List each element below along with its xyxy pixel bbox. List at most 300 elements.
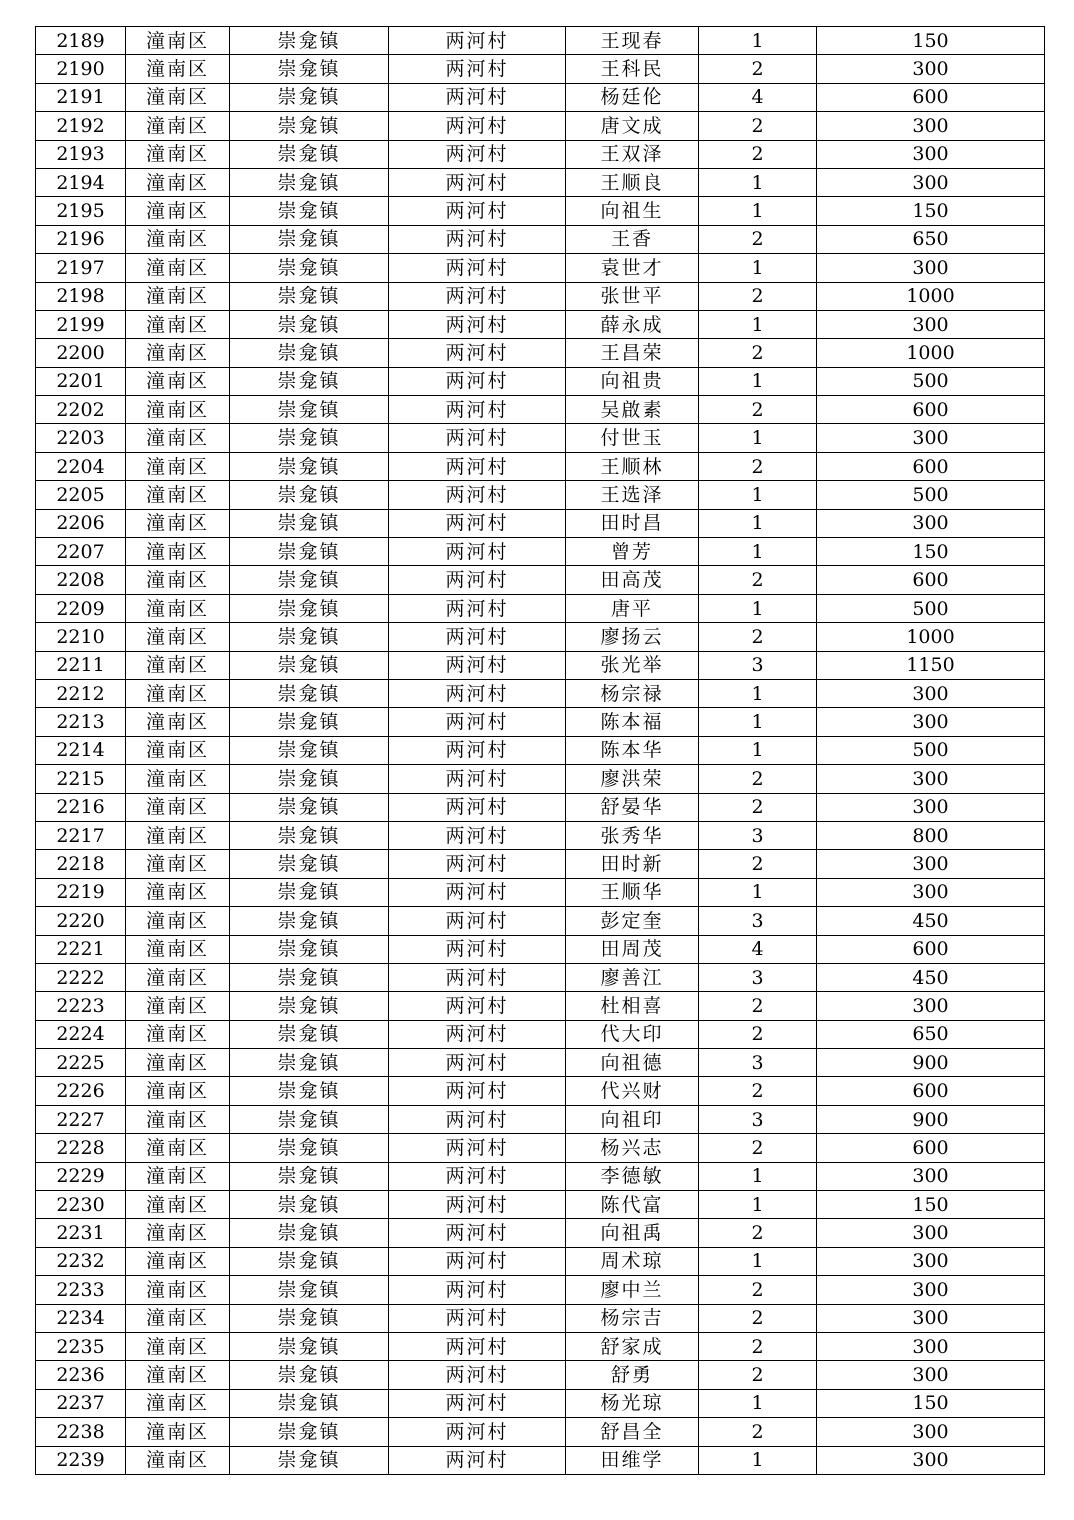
household-count-cell: 2 [699, 396, 817, 424]
household-count-cell: 2 [699, 112, 817, 140]
name-cell: 廖扬云 [566, 623, 699, 651]
town-cell: 崇龛镇 [230, 83, 389, 111]
name-cell: 田时昌 [566, 509, 699, 537]
village-cell: 两河村 [389, 992, 566, 1020]
village-cell: 两河村 [389, 1247, 566, 1275]
household-count-cell: 1 [699, 1162, 817, 1190]
name-cell: 王双泽 [566, 140, 699, 168]
town-cell: 崇龛镇 [230, 339, 389, 367]
row-number-cell: 2203 [36, 424, 126, 452]
household-count-cell: 1 [699, 708, 817, 736]
town-cell: 崇龛镇 [230, 1162, 389, 1190]
row-number-cell: 2207 [36, 538, 126, 566]
name-cell: 陈本华 [566, 736, 699, 764]
village-cell: 两河村 [389, 850, 566, 878]
town-cell: 崇龛镇 [230, 935, 389, 963]
village-cell: 两河村 [389, 83, 566, 111]
table-row [36, 282, 1045, 310]
town-cell: 崇龛镇 [230, 1077, 389, 1105]
town-cell: 崇龛镇 [230, 566, 389, 594]
table-row [36, 679, 1045, 707]
village-cell: 两河村 [389, 452, 566, 480]
town-cell: 崇龛镇 [230, 708, 389, 736]
row-number-cell: 2218 [36, 850, 126, 878]
district-cell: 潼南区 [126, 424, 230, 452]
row-number-cell: 2215 [36, 765, 126, 793]
amount-cell: 600 [817, 566, 1045, 594]
row-number-cell: 2238 [36, 1418, 126, 1446]
amount-cell: 150 [817, 538, 1045, 566]
table-row [36, 538, 1045, 566]
row-number-cell: 2233 [36, 1276, 126, 1304]
district-cell: 潼南区 [126, 679, 230, 707]
amount-cell: 300 [817, 1247, 1045, 1275]
household-count-cell: 1 [699, 424, 817, 452]
village-cell: 两河村 [389, 27, 566, 55]
table-row [36, 310, 1045, 338]
village-cell: 两河村 [389, 367, 566, 395]
district-cell: 潼南区 [126, 736, 230, 764]
district-cell: 潼南区 [126, 566, 230, 594]
table-row [36, 1049, 1045, 1077]
name-cell: 舒晏华 [566, 793, 699, 821]
district-cell: 潼南区 [126, 1361, 230, 1389]
district-cell: 潼南区 [126, 1162, 230, 1190]
table-row [36, 992, 1045, 1020]
town-cell: 崇龛镇 [230, 55, 389, 83]
name-cell: 代大印 [566, 1020, 699, 1048]
amount-cell: 300 [817, 1332, 1045, 1360]
name-cell: 张光举 [566, 651, 699, 679]
name-cell: 杜相喜 [566, 992, 699, 1020]
row-number-cell: 2210 [36, 623, 126, 651]
amount-cell: 650 [817, 1020, 1045, 1048]
village-cell: 两河村 [389, 736, 566, 764]
town-cell: 崇龛镇 [230, 1219, 389, 1247]
row-number-cell: 2225 [36, 1049, 126, 1077]
name-cell: 田维学 [566, 1446, 699, 1474]
town-cell: 崇龛镇 [230, 197, 389, 225]
name-cell: 王现春 [566, 27, 699, 55]
district-cell: 潼南区 [126, 1304, 230, 1332]
amount-cell: 600 [817, 396, 1045, 424]
village-cell: 两河村 [389, 1219, 566, 1247]
row-number-cell: 2206 [36, 509, 126, 537]
town-cell: 崇龛镇 [230, 481, 389, 509]
amount-cell: 300 [817, 1446, 1045, 1474]
town-cell: 崇龛镇 [230, 1446, 389, 1474]
district-cell: 潼南区 [126, 878, 230, 906]
household-count-cell: 2 [699, 339, 817, 367]
name-cell: 田高茂 [566, 566, 699, 594]
table-row [36, 594, 1045, 622]
district-cell: 潼南区 [126, 1020, 230, 1048]
household-count-cell: 2 [699, 225, 817, 253]
table-row [36, 821, 1045, 849]
name-cell: 王科民 [566, 55, 699, 83]
row-number-cell: 2227 [36, 1105, 126, 1133]
table-row [36, 878, 1045, 906]
household-count-cell: 2 [699, 452, 817, 480]
district-cell: 潼南区 [126, 1389, 230, 1417]
household-count-cell: 1 [699, 27, 817, 55]
town-cell: 崇龛镇 [230, 594, 389, 622]
row-number-cell: 2191 [36, 83, 126, 111]
district-cell: 潼南区 [126, 140, 230, 168]
row-number-cell: 2190 [36, 55, 126, 83]
district-cell: 潼南区 [126, 452, 230, 480]
name-cell: 王昌荣 [566, 339, 699, 367]
district-cell: 潼南区 [126, 1418, 230, 1446]
table-row [36, 452, 1045, 480]
row-number-cell: 2192 [36, 112, 126, 140]
row-number-cell: 2213 [36, 708, 126, 736]
amount-cell: 300 [817, 55, 1045, 83]
household-count-cell: 2 [699, 1304, 817, 1332]
row-number-cell: 2209 [36, 594, 126, 622]
household-count-cell: 2 [699, 282, 817, 310]
town-cell: 崇龛镇 [230, 765, 389, 793]
amount-cell: 1150 [817, 651, 1045, 679]
name-cell: 唐平 [566, 594, 699, 622]
village-cell: 两河村 [389, 1049, 566, 1077]
household-count-cell: 1 [699, 1247, 817, 1275]
name-cell: 吴啟素 [566, 396, 699, 424]
district-cell: 潼南区 [126, 793, 230, 821]
household-count-cell: 1 [699, 736, 817, 764]
amount-cell: 600 [817, 1134, 1045, 1162]
town-cell: 崇龛镇 [230, 1418, 389, 1446]
district-cell: 潼南区 [126, 1219, 230, 1247]
district-cell: 潼南区 [126, 1049, 230, 1077]
name-cell: 陈代富 [566, 1191, 699, 1219]
name-cell: 向祖印 [566, 1105, 699, 1133]
district-cell: 潼南区 [126, 1105, 230, 1133]
name-cell: 唐文成 [566, 112, 699, 140]
district-cell: 潼南区 [126, 396, 230, 424]
name-cell: 王顺林 [566, 452, 699, 480]
village-cell: 两河村 [389, 1418, 566, 1446]
village-cell: 两河村 [389, 623, 566, 651]
district-cell: 潼南区 [126, 55, 230, 83]
household-count-cell: 1 [699, 509, 817, 537]
town-cell: 崇龛镇 [230, 679, 389, 707]
row-number-cell: 2194 [36, 168, 126, 196]
household-count-cell: 3 [699, 651, 817, 679]
table-row [36, 935, 1045, 963]
name-cell: 王香 [566, 225, 699, 253]
row-number-cell: 2217 [36, 821, 126, 849]
town-cell: 崇龛镇 [230, 140, 389, 168]
town-cell: 崇龛镇 [230, 821, 389, 849]
amount-cell: 300 [817, 793, 1045, 821]
village-cell: 两河村 [389, 424, 566, 452]
name-cell: 杨宗禄 [566, 679, 699, 707]
amount-cell: 300 [817, 992, 1045, 1020]
row-number-cell: 2189 [36, 27, 126, 55]
row-number-cell: 2239 [36, 1446, 126, 1474]
row-number-cell: 2228 [36, 1134, 126, 1162]
village-cell: 两河村 [389, 538, 566, 566]
amount-cell: 300 [817, 1276, 1045, 1304]
name-cell: 张世平 [566, 282, 699, 310]
table-row [36, 197, 1045, 225]
table-row [36, 1361, 1045, 1389]
table-row [36, 112, 1045, 140]
table-row [36, 1446, 1045, 1474]
household-count-cell: 2 [699, 850, 817, 878]
row-number-cell: 2199 [36, 310, 126, 338]
town-cell: 崇龛镇 [230, 1276, 389, 1304]
name-cell: 袁世才 [566, 254, 699, 282]
amount-cell: 300 [817, 168, 1045, 196]
amount-cell: 300 [817, 765, 1045, 793]
household-count-cell: 2 [699, 765, 817, 793]
household-count-cell: 1 [699, 1389, 817, 1417]
district-cell: 潼南区 [126, 310, 230, 338]
household-count-cell: 2 [699, 1276, 817, 1304]
name-cell: 杨光琼 [566, 1389, 699, 1417]
row-number-cell: 2235 [36, 1332, 126, 1360]
name-cell: 舒勇 [566, 1361, 699, 1389]
name-cell: 王选泽 [566, 481, 699, 509]
table-row [36, 1077, 1045, 1105]
table-row [36, 1332, 1045, 1360]
village-cell: 两河村 [389, 168, 566, 196]
table-row [36, 27, 1045, 55]
amount-cell: 300 [817, 112, 1045, 140]
table-row [36, 1162, 1045, 1190]
district-cell: 潼南区 [126, 538, 230, 566]
amount-cell: 900 [817, 1049, 1045, 1077]
amount-cell: 600 [817, 452, 1045, 480]
household-count-cell: 1 [699, 254, 817, 282]
row-number-cell: 2212 [36, 679, 126, 707]
table-row [36, 1389, 1045, 1417]
row-number-cell: 2219 [36, 878, 126, 906]
district-cell: 潼南区 [126, 225, 230, 253]
town-cell: 崇龛镇 [230, 1191, 389, 1219]
district-cell: 潼南区 [126, 1332, 230, 1360]
amount-cell: 1000 [817, 623, 1045, 651]
town-cell: 崇龛镇 [230, 225, 389, 253]
amount-cell: 500 [817, 481, 1045, 509]
district-cell: 潼南区 [126, 367, 230, 395]
village-cell: 两河村 [389, 935, 566, 963]
amount-cell: 1000 [817, 282, 1045, 310]
household-count-cell: 2 [699, 1134, 817, 1162]
village-cell: 两河村 [389, 1389, 566, 1417]
household-count-cell: 1 [699, 168, 817, 196]
row-number-cell: 2193 [36, 140, 126, 168]
name-cell: 王顺华 [566, 878, 699, 906]
amount-cell: 300 [817, 1162, 1045, 1190]
town-cell: 崇龛镇 [230, 793, 389, 821]
village-cell: 两河村 [389, 679, 566, 707]
household-count-cell: 1 [699, 594, 817, 622]
town-cell: 崇龛镇 [230, 736, 389, 764]
row-number-cell: 2214 [36, 736, 126, 764]
row-number-cell: 2230 [36, 1191, 126, 1219]
district-cell: 潼南区 [126, 339, 230, 367]
name-cell: 杨宗吉 [566, 1304, 699, 1332]
row-number-cell: 2231 [36, 1219, 126, 1247]
village-cell: 两河村 [389, 765, 566, 793]
district-cell: 潼南区 [126, 935, 230, 963]
household-count-cell: 2 [699, 992, 817, 1020]
district-cell: 潼南区 [126, 509, 230, 537]
name-cell: 向祖贵 [566, 367, 699, 395]
amount-cell: 600 [817, 1077, 1045, 1105]
household-count-cell: 1 [699, 538, 817, 566]
amount-cell: 150 [817, 197, 1045, 225]
table-row [36, 225, 1045, 253]
row-number-cell: 2201 [36, 367, 126, 395]
amount-cell: 300 [817, 140, 1045, 168]
amount-cell: 650 [817, 225, 1045, 253]
town-cell: 崇龛镇 [230, 1247, 389, 1275]
amount-cell: 300 [817, 1361, 1045, 1389]
table-row [36, 168, 1045, 196]
village-cell: 两河村 [389, 481, 566, 509]
household-count-cell: 1 [699, 1191, 817, 1219]
town-cell: 崇龛镇 [230, 254, 389, 282]
household-count-cell: 4 [699, 83, 817, 111]
table-row [36, 1418, 1045, 1446]
amount-cell: 300 [817, 850, 1045, 878]
row-number-cell: 2196 [36, 225, 126, 253]
district-cell: 潼南区 [126, 197, 230, 225]
village-cell: 两河村 [389, 339, 566, 367]
village-cell: 两河村 [389, 282, 566, 310]
name-cell: 田周茂 [566, 935, 699, 963]
table-row [36, 481, 1045, 509]
amount-cell: 500 [817, 594, 1045, 622]
village-cell: 两河村 [389, 1332, 566, 1360]
village-cell: 两河村 [389, 793, 566, 821]
table-body [36, 27, 1045, 1475]
amount-cell: 600 [817, 935, 1045, 963]
amount-cell: 450 [817, 963, 1045, 991]
town-cell: 崇龛镇 [230, 396, 389, 424]
table-row [36, 367, 1045, 395]
village-cell: 两河村 [389, 1105, 566, 1133]
table-row [36, 1304, 1045, 1332]
row-number-cell: 2226 [36, 1077, 126, 1105]
town-cell: 崇龛镇 [230, 1105, 389, 1133]
table-row [36, 1134, 1045, 1162]
village-cell: 两河村 [389, 1361, 566, 1389]
district-cell: 潼南区 [126, 594, 230, 622]
table-row [36, 963, 1045, 991]
town-cell: 崇龛镇 [230, 1049, 389, 1077]
village-cell: 两河村 [389, 1077, 566, 1105]
district-cell: 潼南区 [126, 708, 230, 736]
name-cell: 王顺良 [566, 168, 699, 196]
district-cell: 潼南区 [126, 765, 230, 793]
district-cell: 潼南区 [126, 1134, 230, 1162]
town-cell: 崇龛镇 [230, 424, 389, 452]
district-cell: 潼南区 [126, 282, 230, 310]
name-cell: 廖中兰 [566, 1276, 699, 1304]
amount-cell: 600 [817, 83, 1045, 111]
amount-cell: 150 [817, 1389, 1045, 1417]
town-cell: 崇龛镇 [230, 1361, 389, 1389]
table-row [36, 736, 1045, 764]
amount-cell: 300 [817, 509, 1045, 537]
table-row [36, 566, 1045, 594]
table-row [36, 1191, 1045, 1219]
town-cell: 崇龛镇 [230, 623, 389, 651]
town-cell: 崇龛镇 [230, 452, 389, 480]
amount-cell: 300 [817, 1304, 1045, 1332]
town-cell: 崇龛镇 [230, 168, 389, 196]
village-cell: 两河村 [389, 396, 566, 424]
row-number-cell: 2204 [36, 452, 126, 480]
household-count-cell: 3 [699, 1049, 817, 1077]
district-cell: 潼南区 [126, 992, 230, 1020]
amount-cell: 300 [817, 679, 1045, 707]
amount-cell: 500 [817, 367, 1045, 395]
table-row [36, 339, 1045, 367]
table-row [36, 509, 1045, 537]
district-cell: 潼南区 [126, 1446, 230, 1474]
name-cell: 张秀华 [566, 821, 699, 849]
town-cell: 崇龛镇 [230, 1304, 389, 1332]
row-number-cell: 2195 [36, 197, 126, 225]
row-number-cell: 2237 [36, 1389, 126, 1417]
amount-cell: 300 [817, 254, 1045, 282]
row-number-cell: 2236 [36, 1361, 126, 1389]
household-count-cell: 1 [699, 367, 817, 395]
town-cell: 崇龛镇 [230, 367, 389, 395]
village-cell: 两河村 [389, 963, 566, 991]
row-number-cell: 2222 [36, 963, 126, 991]
village-cell: 两河村 [389, 509, 566, 537]
table-row [36, 1105, 1045, 1133]
table-row [36, 793, 1045, 821]
row-number-cell: 2224 [36, 1020, 126, 1048]
district-cell: 潼南区 [126, 1247, 230, 1275]
district-cell: 潼南区 [126, 821, 230, 849]
row-number-cell: 2211 [36, 651, 126, 679]
amount-cell: 1000 [817, 339, 1045, 367]
amount-cell: 300 [817, 878, 1045, 906]
town-cell: 崇龛镇 [230, 907, 389, 935]
table-row [36, 765, 1045, 793]
district-cell: 潼南区 [126, 1077, 230, 1105]
village-cell: 两河村 [389, 878, 566, 906]
table-row [36, 1219, 1045, 1247]
name-cell: 代兴财 [566, 1077, 699, 1105]
town-cell: 崇龛镇 [230, 1020, 389, 1048]
town-cell: 崇龛镇 [230, 112, 389, 140]
town-cell: 崇龛镇 [230, 282, 389, 310]
table-row [36, 850, 1045, 878]
district-cell: 潼南区 [126, 112, 230, 140]
amount-cell: 300 [817, 310, 1045, 338]
village-cell: 两河村 [389, 112, 566, 140]
town-cell: 崇龛镇 [230, 1332, 389, 1360]
row-number-cell: 2202 [36, 396, 126, 424]
subsidy-list-table [35, 26, 1045, 1475]
town-cell: 崇龛镇 [230, 1389, 389, 1417]
town-cell: 崇龛镇 [230, 538, 389, 566]
village-cell: 两河村 [389, 651, 566, 679]
village-cell: 两河村 [389, 55, 566, 83]
household-count-cell: 2 [699, 1219, 817, 1247]
table-row [36, 55, 1045, 83]
